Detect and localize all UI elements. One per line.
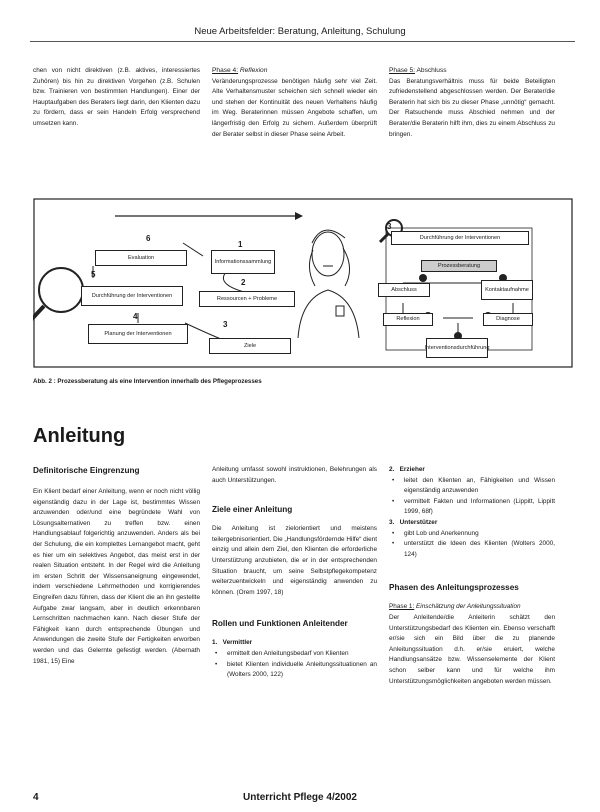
role-3-title: Unterstützer [399,518,438,526]
box-ziele: Ziele [209,338,291,354]
top-col3-text: Das Beratungsverhältnis muss für beide Beteiligten zufriedenstellend abgeschlossen werden. Der Berater/die Beraterin hat sich bis zu dieser Phase „unnötig“ gemacht. Der Ratsuchende muss Abschied nehmen und der Berater/die Beraterin hilft ihm, dies zu einem Abschluss zu bringen. [389,77,555,138]
phase1-label: Phase 1: [389,603,415,611]
box-prozessberatung: Prozessberatung [421,260,497,272]
box-info: Informationssammlung [211,250,275,274]
list-item: • gibt Lob und Anerkennung [404,529,555,540]
process-figure [33,198,573,368]
journal-footer: Unterricht Pflege 4/2002 [243,792,357,803]
c2-top-text: Anleitung umfasst sowohl instruktionen, Belehrungen als auch Unterstützungen. [212,466,377,484]
box-abschluss: Abschluss [378,283,430,297]
phase4-label: Phase 4: [212,67,239,74]
list-item: • ermittelt den Anleitungsbedarf von Klienten [227,649,377,660]
article-column-3 [389,465,555,687]
list-item: • bietet Klienten individuelle Anleitungssituationen an (Wolters 2000, 122) [227,660,377,681]
role-3 [389,518,555,529]
role-1-number: 1. [212,639,218,647]
section-title: Anleitung [33,425,126,447]
box-diagnose: Diagnose [483,313,533,326]
role-3-number: 3. [389,518,395,526]
figure-caption: Abb. 2 : Prozessberatung als eine Intervention innerhalb des Pflegeprozesses [33,378,262,385]
ziele-text: Die Anleitung ist zielorientiert und meistens teilergebnisorientiert. Die „Handlungsfördernde Hilfe“ dient einzig und allein dem Ziel, den Klienten die erforderliche Unterstützung anzubieten, die er in der entsprechenden Situation braucht, um seine Selbstpflegekompetenz weiterzuentwickeln und eigenständig anwenden zu können. (Orem 1997, 18) [212,525,377,596]
role-1-title: Vermittler [222,639,253,647]
article-column-1 [33,465,200,667]
article-column-2 [212,465,377,681]
top-col1-text: chen von nicht direktiven (z.B. aktives, interessiertes Zuhören) bis hin zu direktiven Vorgehen (z.B. Schulen bzw. Trainieren von bestimmten Handlungen). Einer der Hauptaufgaben des Beraters liegt darin, den Klienten dazu zu fördern, dass er sein Handeln Erfolg versprechend umsetzen kann. [33,67,200,127]
box-durchfuehrung: Durchführung der Interventionen [81,286,183,306]
heading-definition: Definitorische Eingrenzung [33,466,140,475]
role-1 [212,638,377,649]
box-evaluation: Evaluation [95,250,187,266]
step-number-5: 5 [91,270,96,279]
role-2-title: Erzieher [399,466,425,473]
top-column-1 [33,66,200,130]
box-ressourcen: Ressourcen + Probleme [199,291,295,307]
phase1-text: Der Anleitende/die Anleiterin schätzt den Unterstützungsbedarf des Klienten ein. Ebenso verschafft er/sie sich ein Bild über die zu planende Anleitungssituation d.h. er/sie eruiert, welche Handlungsansätze bzw. Wissenselemente der Klient schon selber kann und für welche ihm Unterstützungsmöglichkeiten angeboten werden müssen. [389,613,555,685]
phase4-heading [212,66,377,77]
role-2-list [389,476,555,518]
box-right-top: Durchführung der Interventionen [391,231,529,245]
role-3-list [389,529,555,561]
header-rule [30,41,575,42]
right-step-number-3: 3 [387,222,392,231]
phase5-title: Abschluss [416,67,447,74]
top-column-2 [212,66,377,140]
phase4-title: Reflexion [239,67,268,74]
heading-phasen: Phasen des Anleitungsprozesses [389,583,519,593]
heading-rollen: Rollen und Funktionen Anleitender [212,619,348,629]
step-number-3: 3 [223,320,228,329]
step-number-2: 2 [241,278,246,287]
role-2-number: 2. [389,466,395,473]
heading-ziele: Ziele einer Anleitung [212,505,293,515]
box-reflexion: Reflexion [383,313,433,326]
page-number: 4 [33,792,39,803]
step-number-1: 1 [238,240,243,249]
top-column-3 [389,66,555,140]
definition-text: Ein Klient bedarf einer Anleitung, wenn er noch nicht völlig eigenständig dazu in der Lage ist, bestimmtes Wissen anzuwenden oder/und eine begründete Wahl von Lösungsalternativen zu treffen bzw. einen Handlungsablauf folgerichtig anzuwenden. Anders als bei der Schulung, die ein komplettes Lernangebot macht, geht es hier um ein selektives Angebot, das meist erst in der realen Situation entsteht. In der Regel wird die Anleitung im ersten Schritt der Wissensaneignung eingewendet, indem verschiedene Lehrmethoden und korrigierendes Eingreifen dazu führen, dass der Klient die an ihn gestellte Aufgabe zwar langsam, aber in deutlich erkennbaren Lernschritten nachmachen kann. Nach dieser Stufe der Fähigkeit kann durch entsprechende Übungen und Anwendungen die zweite Stufe der Fertigkeiten erworben werden und das Gelernte gefestigt werden. (Abernath 1981, 15) Eine [33,488,200,665]
box-intervention: Interventionsdurchführung [426,338,488,358]
top-col2-text: Veränderungsprozesse benötigen häufig sehr viel Zeit. Alte Verhaltensmuster scheichen sich schnell wieder ein und stehen der Kontinuität des neuen Verhaltens häufig im Weg. Beraterinnen müssen Angebote schaffen, um längerfristig den Erfolg zu sichern. Außerdem überprüft der Berater selbst in dieser Phase seine Arbeit. [212,77,377,138]
box-planung: Planung der Interventionen [88,324,188,344]
phase5-heading [389,66,555,77]
phase1-heading [389,602,555,613]
list-item: • unterstützt die Ideen des Klienten (Wolters 2000, 124) [404,539,555,560]
list-item: • leitet den Klienten an, Fähigkeiten und Wissen eigenständig anzuwenden [404,476,555,497]
phase5-label: Phase 5: [389,67,416,74]
step-number-4: 4 [133,312,138,321]
list-item: • vermittelt Fakten und Informationen (Lippitt, Lippitt 1999, 68f) [404,497,555,518]
step-number-6: 6 [146,234,151,243]
role-2 [389,465,555,476]
phase1-title: Einschätzung der Anleitungssituation [416,603,521,611]
box-kontakt: Kontaktaufnahme [481,280,533,300]
running-header: Neue Arbeitsfelder: Beratung, Anleitung, Schulung [194,26,406,37]
role-1-list [212,649,377,681]
